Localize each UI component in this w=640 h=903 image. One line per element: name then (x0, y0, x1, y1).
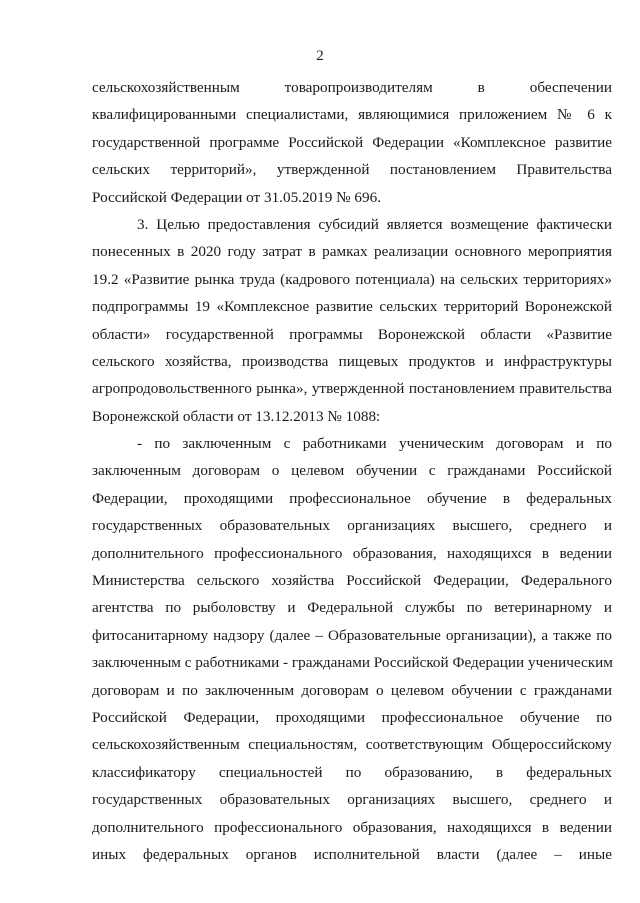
text-line: дополнительного профессионального образования, находящихся в ведении (92, 544, 612, 562)
text-line: сельских территорий», утвержденной постановлением Правительства (92, 161, 612, 179)
list-item-start: - по заключенным с работниками ученическим договорам и по (137, 435, 612, 453)
text-line: Российской Федерации от 31.05.2019 № 696. (92, 188, 381, 206)
text-line: государственных образовательных организациях высшего, среднего и (92, 517, 612, 535)
document-body (92, 74, 612, 868)
text-line: 19.2 «Развитие рынка труда (кадрового потенциала) на сельских территориях» (92, 270, 612, 288)
text-line: дополнительного профессионального образования, находящихся в ведении (92, 818, 612, 836)
text-line: договорам и по заключенным договорам о целевом обучении с гражданами (92, 681, 612, 699)
text-line: сельского хозяйства, производства пищевых продуктов и инфраструктуры (92, 352, 612, 370)
text-line: подпрограммы 19 «Комплексное развитие сельских территорий Воронежской (92, 298, 612, 316)
text-line: Российской Федерации, проходящими профессиональное обучение по (92, 708, 612, 726)
text-line: классификатору специальностей по образованию, в федеральных (92, 763, 612, 781)
text-line: фитосанитарному надзору (далее – Образовательные организации), а также по (92, 626, 612, 644)
text-line: заключенным с работниками - гражданами Российской Федерации ученическим (92, 654, 613, 672)
text-line: государственной программе Российской Федерации «Комплексное развитие (92, 133, 612, 151)
text-line: Министерства сельского хозяйства Российской Федерации, Федерального (92, 572, 612, 590)
text-line: агентства по рыболовству и Федеральной службы по ветеринарному и (92, 599, 612, 617)
text-line: сельскохозяйственным специальностям, соответствующим Общероссийскому (92, 736, 612, 754)
page-number: 2 (316, 48, 324, 64)
text-line: агропродовольственного рынка», утвержденной постановлением правительства (92, 380, 612, 398)
text-line: государственных образовательных организациях высшего, среднего и (92, 791, 612, 809)
text-line: иных федеральных органов исполнительной власти (далее – иные (92, 845, 612, 863)
text-line: понесенных в 2020 году затрат в рамках реализации основного мероприятия (92, 243, 612, 261)
paragraph-3-start: 3. Целью предоставления субсидий является возмещение фактически (137, 215, 612, 233)
text-line: сельскохозяйственным товаропроизводителям в обеспечении (92, 79, 612, 96)
text-line: области» государственной программы Воронежской области «Развитие (92, 325, 612, 343)
text-line: Воронежской области от 13.12.2013 № 1088: (92, 407, 381, 425)
text-line: квалифицированными специалистами, являющимися приложением № 6 к (92, 106, 612, 124)
text-line: Федерации, проходящими профессиональное обучение в федеральных (92, 489, 612, 507)
text-line: заключенным договорам о целевом обучении с гражданами Российской (92, 462, 612, 480)
